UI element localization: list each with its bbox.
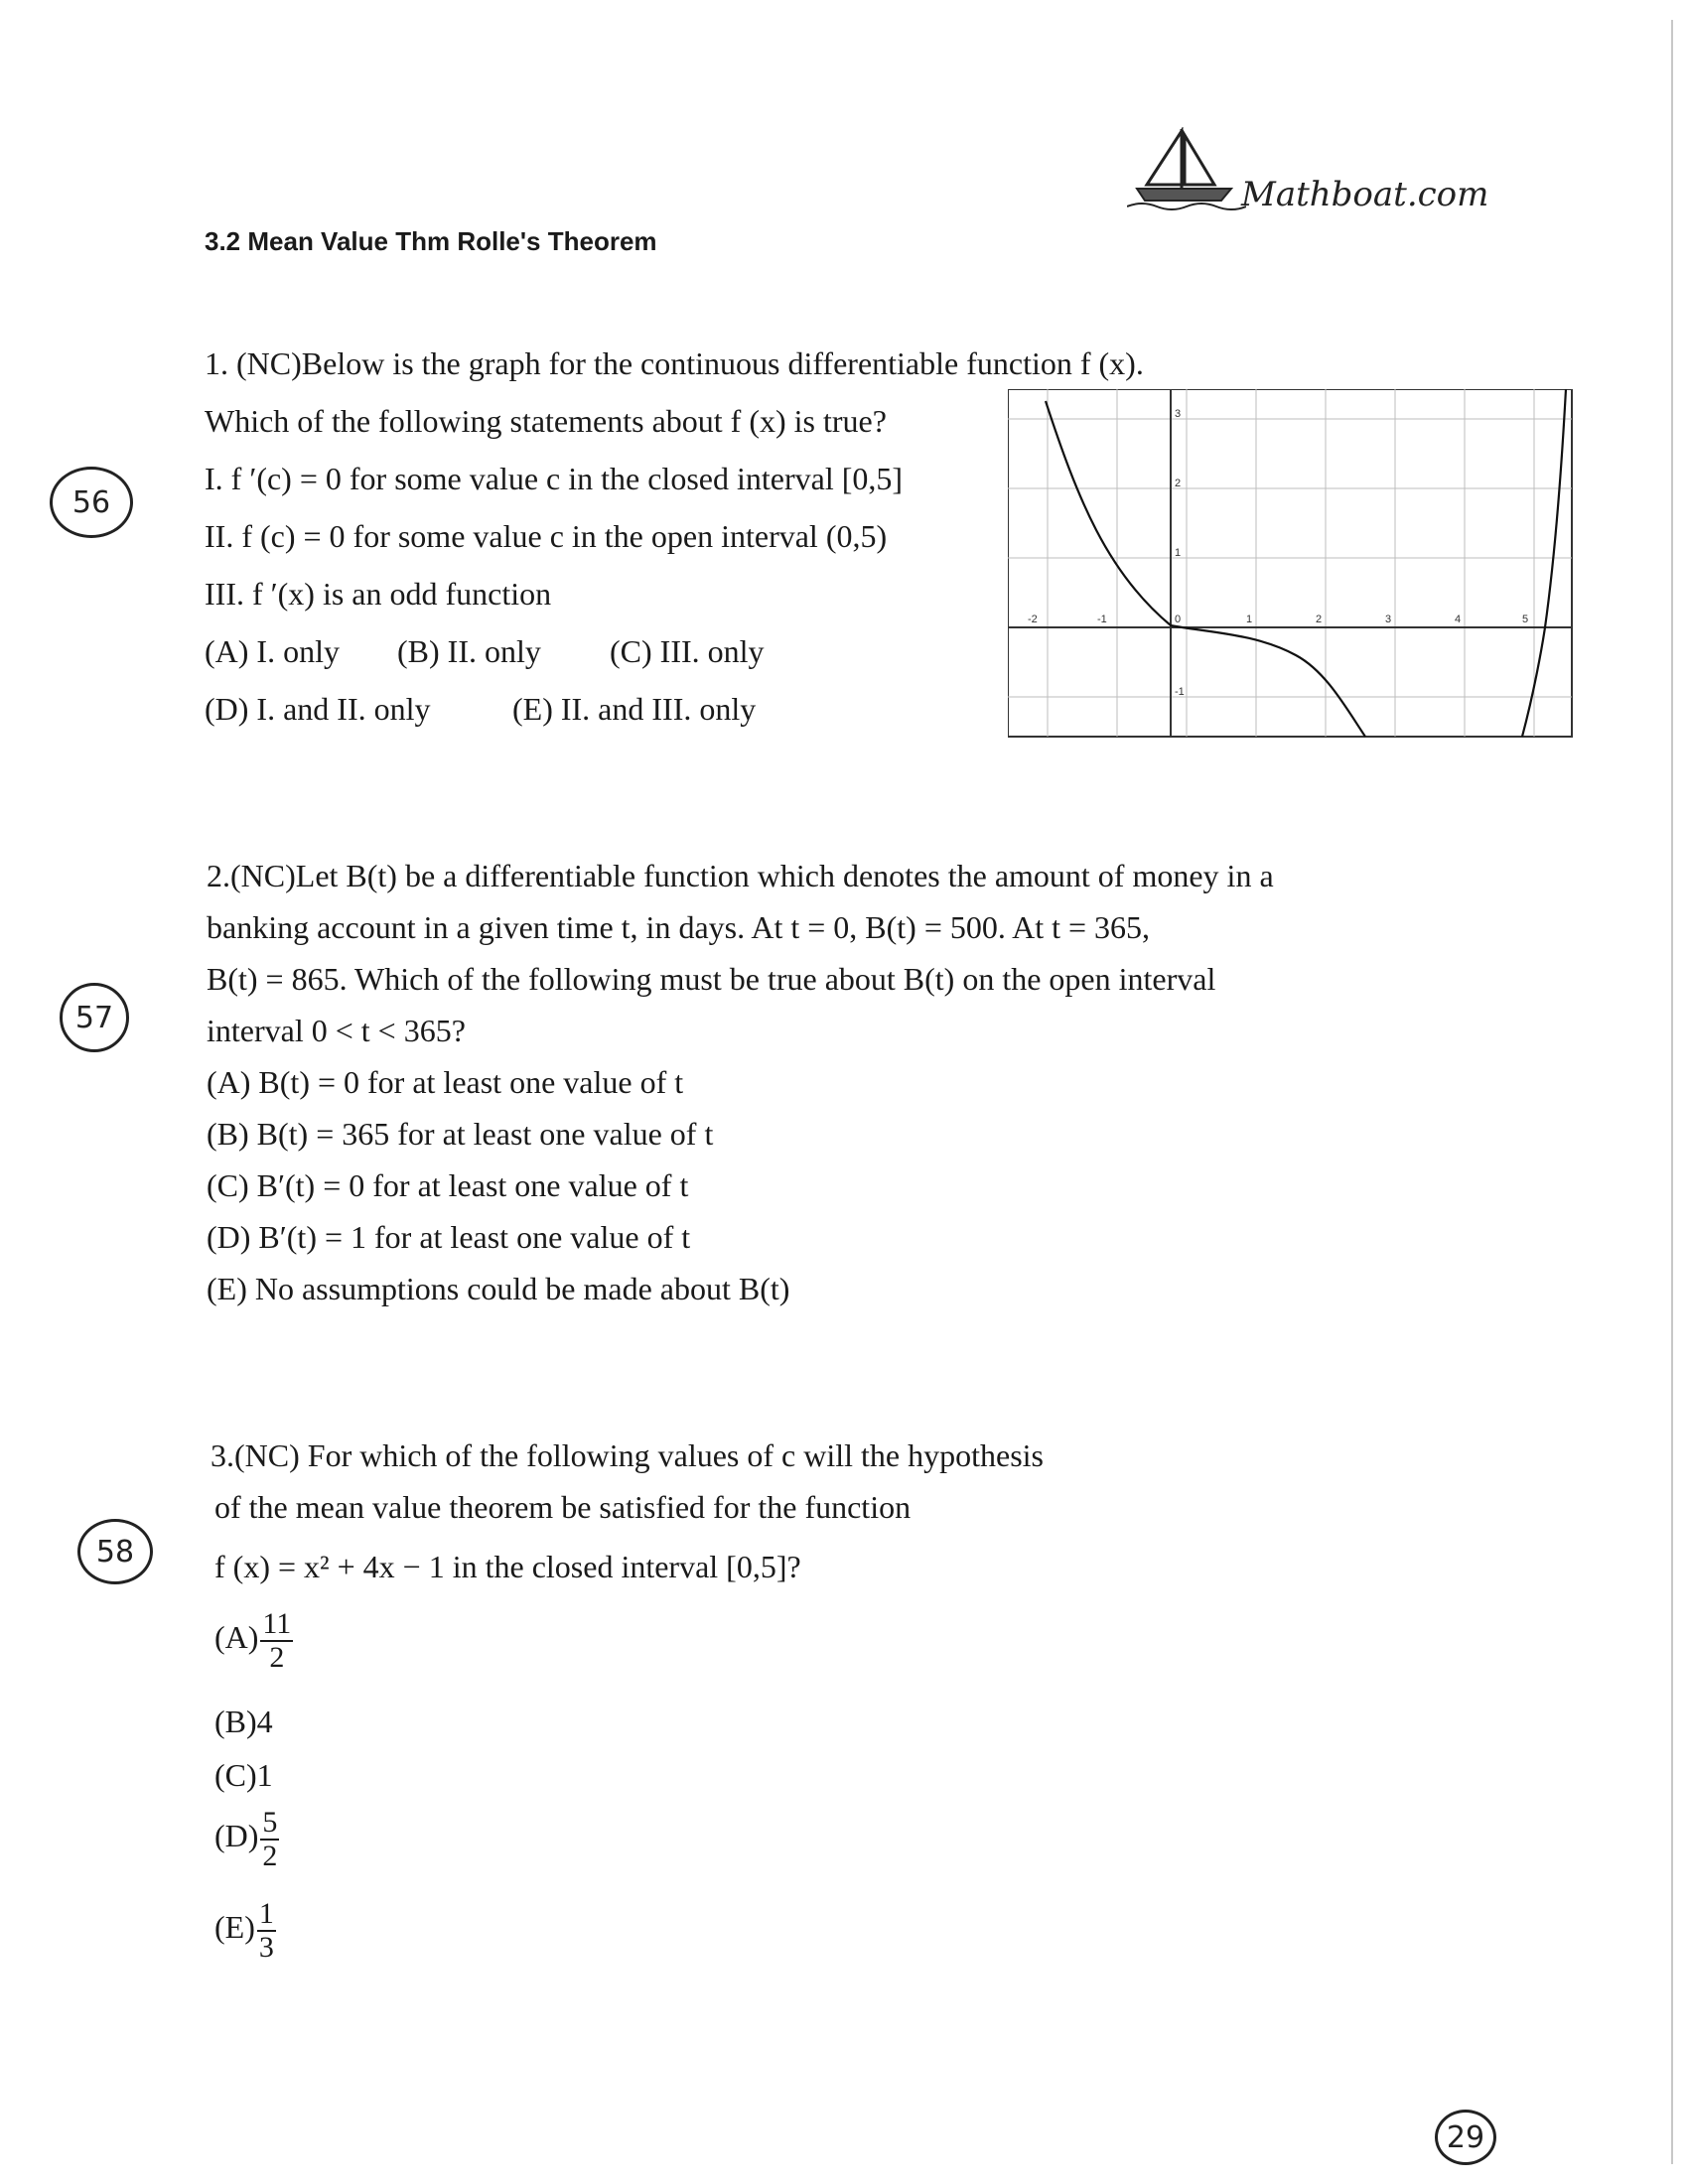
q3-option-e [214,1898,276,1963]
logo-text: Mathboat.com [1241,175,1489,214]
q3-option-a [214,1608,293,1673]
q2-option-b: (B) B(t) = 365 for at least one value of t [207,1116,714,1152]
q3-option-d-label: (D) [214,1817,259,1853]
y-tick-2: 2 [1175,478,1182,489]
q1-statement-3: III. f ′(x) is an odd function [205,576,552,612]
q3-option-a-denominator: 2 [269,1640,285,1674]
q1-function-graph [1008,389,1574,742]
x-tick-2: 2 [1316,614,1323,625]
q2-stem-line-4: interval 0 < t < 365? [207,1013,466,1048]
q3-option-a-fraction [260,1608,293,1673]
q3-option-d-fraction [260,1807,279,1871]
handwritten-circle-56: 56 [50,467,133,538]
q1-statement-1: I. f ′(c) = 0 for some value c in the closed interval [0,5] [205,461,904,496]
q2-stem-line-3: B(t) = 865. Which of the following must be true about B(t) on the open interval [207,961,1216,997]
q1-option-c: (C) III. only [610,633,765,669]
x-tick-1: 1 [1246,614,1253,625]
sailboat-logo-icon [1127,127,1246,210]
q3-option-e-fraction [257,1898,276,1963]
q2-option-a: (A) B(t) = 0 for at least one value of t [207,1064,684,1100]
q1-stem-line-2: Which of the following statements about f (x) is true? [205,403,887,439]
q1-option-a: (A) I. only [205,633,340,669]
y-tick-1: 1 [1175,547,1182,559]
q2-option-e: (E) No assumptions could be made about B(t) [207,1271,790,1306]
y-tick-3: 3 [1175,408,1182,420]
q3-stem-line-3: f (x) = x² + 4x − 1 in the closed interval [0,5]? [214,1549,801,1584]
x-tick-neg2: -2 [1028,614,1038,625]
section-title: 3.2 Mean Value Thm Rolle's Theorem [205,226,657,256]
x-tick-4: 4 [1455,614,1462,625]
q3-option-d [214,1807,279,1871]
graph-frame [1008,389,1572,737]
q3-option-b: (B)4 [214,1704,273,1739]
q3-stem-line-1: 3.(NC) For which of the following values of c will the hypothesis [211,1437,1044,1473]
q1-option-e: (E) II. and III. only [512,691,757,727]
x-tick-neg1: -1 [1097,614,1107,625]
q3-option-e-numerator: 1 [258,1897,274,1930]
q1-option-b: (B) II. only [397,633,541,669]
q3-option-c: (C)1 [214,1757,273,1793]
y-tick-neg1: -1 [1175,686,1185,698]
scan-edge-line [1671,20,1673,2164]
handwritten-page-number: 29 [1435,2110,1496,2165]
q3-option-e-label: (E) [214,1908,255,1945]
q3-stem-line-2: of the mean value theorem be satisfied for the function [214,1489,912,1525]
handwritten-circle-57: 57 [60,983,129,1052]
q3-option-d-numerator: 5 [262,1806,278,1839]
q1-option-d: (D) I. and II. only [205,691,431,727]
q1-stem-line-1: 1. (NC)Below is the graph for the continuous differentiable function f (x). [205,345,1144,381]
handwritten-circle-58: 58 [77,1519,153,1584]
q2-option-d: (D) B′(t) = 1 for at least one value of t [207,1219,691,1255]
q2-option-c: (C) B′(t) = 0 for at least one value of t [207,1167,689,1203]
q3-option-a-label: (A) [214,1618,259,1655]
x-tick-0: 0 [1175,614,1182,625]
q1-statement-2: II. f (c) = 0 for some value c in the open interval (0,5) [205,518,888,554]
q3-option-e-denominator: 3 [258,1930,274,1964]
x-tick-5: 5 [1522,614,1529,625]
q3-option-a-numerator: 11 [262,1607,292,1640]
q3-option-d-denominator: 2 [262,1839,278,1872]
q2-stem-line-2: banking account in a given time t, in days. At t = 0, B(t) = 500. At t = 365, [207,909,1151,945]
q2-stem-line-1: 2.(NC)Let B(t) be a differentiable function which denotes the amount of money in a [207,858,1274,893]
x-tick-3: 3 [1385,614,1392,625]
